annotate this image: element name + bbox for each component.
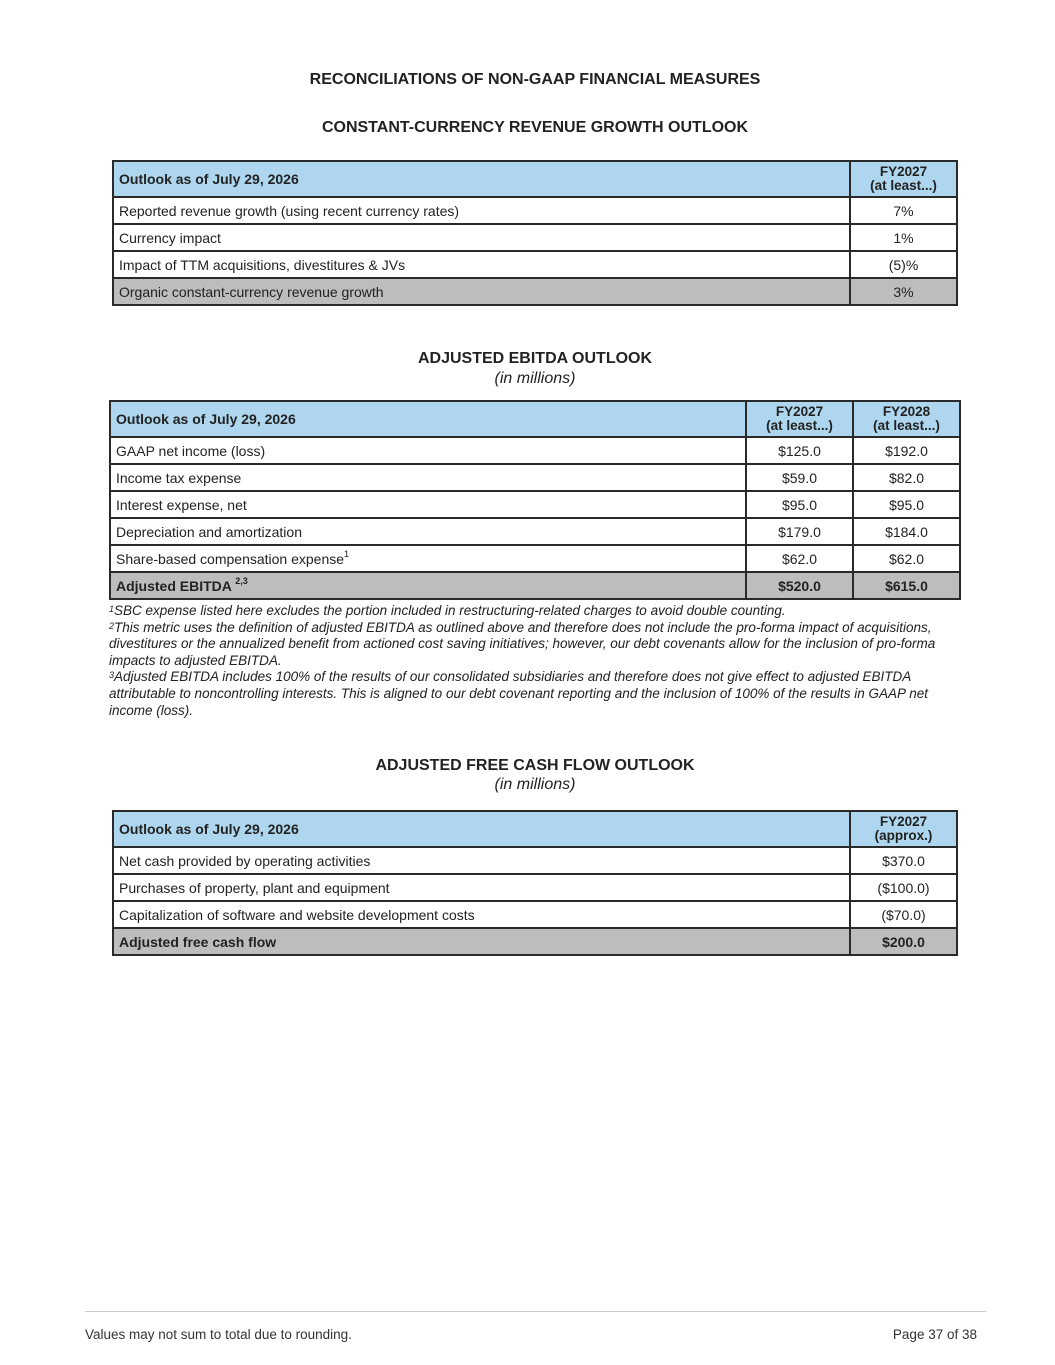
header-fy2027: FY2027 (at least...) — [746, 401, 853, 437]
row-value-fy2027: $59.0 — [746, 464, 853, 491]
table-row — [113, 874, 957, 901]
header-label: Outlook as of July 29, 2026 — [110, 401, 746, 437]
table-row — [113, 901, 957, 928]
revenue-section-title: CONSTANT-CURRENCY REVENUE GROWTH OUTLOOK — [321, 119, 749, 136]
table-row — [110, 545, 960, 572]
footnote: $^3$Adjusted EBITDA includes 100% of the results of our consolidated subsidiaries and therefore does not give effect to adjusted EBITDA attributable to noncontrolling interests. This is aligned to our debt covenant reporting and the inclusion of 100% of the results in GAAP net income (loss). — [109, 669, 928, 718]
revenue-growth-table — [112, 160, 958, 306]
row-value: 7% — [850, 197, 957, 224]
row-label: Currency impact — [113, 224, 850, 251]
table-row — [110, 464, 960, 491]
fcf-section-subtitle: (in millions) — [494, 776, 576, 793]
header-fy2027: FY2027 (approx.) — [850, 811, 957, 847]
row-value-fy2028: $82.0 — [853, 464, 960, 491]
footnote: $^2$This metric uses the definition of adjusted EBITDA as outlined above and therefore does not include the pro-forma impact of acquisitions, divestitures or the annualized benefit from actioned cost saving initiatives; however, our debt covenants allow for the inclusion of pro-forma impacts to adjusted EBITDA. — [109, 619, 936, 668]
total-label: Adjusted free cash flow — [113, 928, 850, 955]
row-value: (5)% — [850, 251, 957, 278]
table-row — [113, 197, 957, 224]
row-value-fy2027: $95.0 — [746, 491, 853, 518]
table-row — [113, 251, 957, 278]
row-label: Share-based compensation expense$^1$ — [110, 545, 746, 572]
row-value-fy2027: $179.0 — [746, 518, 853, 545]
row-label: Purchases of property, plant and equipment — [113, 874, 850, 901]
row-label: Depreciation and amortization — [110, 518, 746, 545]
table-row — [110, 437, 960, 464]
row-value: ($100.0) — [850, 874, 957, 901]
total-row — [110, 572, 960, 599]
page-title: RECONCILIATIONS OF NON-GAAP FINANCIAL MEASURES — [309, 71, 761, 88]
footer-rounding-note: Values may not sum to total due to rounding. — [85, 1327, 352, 1342]
row-value: ($70.0) — [850, 901, 957, 928]
header-fy2027: FY2027 (at least...) — [850, 161, 957, 197]
row-label: Reported revenue growth (using recent currency rates) — [113, 197, 850, 224]
adjusted-fcf-table — [112, 810, 958, 956]
table-row — [110, 491, 960, 518]
table-header-row — [110, 401, 960, 437]
row-value: $370.0 — [850, 847, 957, 874]
table-row — [113, 847, 957, 874]
total-value: $200.0 — [850, 928, 957, 955]
row-value-fy2027: $62.0 — [746, 545, 853, 572]
row-value-fy2027: $125.0 — [746, 437, 853, 464]
table-row — [110, 518, 960, 545]
footer-divider — [85, 1311, 986, 1312]
row-label: Interest expense, net — [110, 491, 746, 518]
total-label: Adjusted EBITDA $^{2,3}$ — [110, 572, 746, 599]
row-value: 1% — [850, 224, 957, 251]
total-label: Organic constant-currency revenue growth — [113, 278, 850, 305]
ebitda-section-title: ADJUSTED EBITDA OUTLOOK — [417, 350, 653, 367]
total-value-fy2027: $520.0 — [746, 572, 853, 599]
row-value-fy2028: $95.0 — [853, 491, 960, 518]
row-value-fy2028: $184.0 — [853, 518, 960, 545]
ebitda-footnotes — [109, 603, 959, 719]
table-row — [113, 224, 957, 251]
header-label: Outlook as of July 29, 2026 — [113, 161, 850, 197]
total-value-fy2028: $615.0 — [853, 572, 960, 599]
fcf-section-title: ADJUSTED FREE CASH FLOW OUTLOOK — [375, 757, 695, 774]
ebitda-section-subtitle: (in millions) — [494, 370, 576, 387]
adjusted-ebitda-table — [109, 400, 961, 600]
total-row — [113, 928, 957, 955]
table-header-row — [113, 811, 957, 847]
total-value: 3% — [850, 278, 957, 305]
footnote: $^1$SBC expense listed here excludes the portion included in restructuring-related charges to avoid double counting. — [109, 603, 786, 618]
row-label: GAAP net income (loss) — [110, 437, 746, 464]
header-label: Outlook as of July 29, 2026 — [113, 811, 850, 847]
footnote-marker: 1 — [344, 548, 350, 559]
total-row — [113, 278, 957, 305]
row-value-fy2028: $62.0 — [853, 545, 960, 572]
table-header-row — [113, 161, 957, 197]
row-label: Capitalization of software and website development costs — [113, 901, 850, 928]
row-value-fy2028: $192.0 — [853, 437, 960, 464]
header-fy2028: FY2028 (at least...) — [853, 401, 960, 437]
row-label: Impact of TTM acquisitions, divestitures & JVs — [113, 251, 850, 278]
page-number: Page 37 of 38 — [892, 1327, 977, 1342]
row-label: Income tax expense — [110, 464, 746, 491]
row-label: Net cash provided by operating activities — [113, 847, 850, 874]
footnote-marker: 2,3 — [235, 575, 248, 586]
